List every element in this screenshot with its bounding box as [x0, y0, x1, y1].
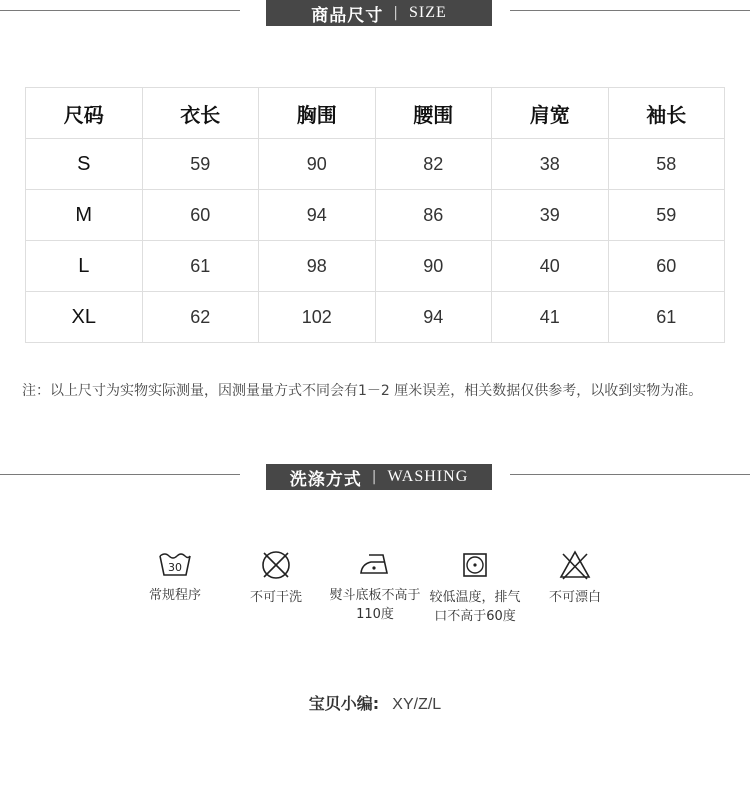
- wash-item-tumble-dry: [420, 548, 530, 626]
- table-cell: 90: [259, 139, 376, 190]
- table-row: [26, 190, 725, 241]
- header-waist: 腰围: [375, 88, 492, 139]
- table-row: [26, 292, 725, 343]
- wash-item-iron: [320, 548, 430, 624]
- table-cell: 94: [375, 292, 492, 343]
- table-cell: 59: [608, 190, 725, 241]
- size-title-box: [266, 0, 492, 26]
- wash-item-normal: [120, 548, 230, 605]
- wash-label-line1: 熨斗底板不高于: [329, 588, 421, 603]
- size-cell: M: [26, 190, 143, 241]
- table-cell: 61: [142, 241, 259, 292]
- table-header-row: [26, 88, 725, 139]
- header-chest: 胸围: [259, 88, 376, 139]
- table-cell: 61: [608, 292, 725, 343]
- wash-label-line1: 不可干洗: [249, 590, 302, 605]
- table-cell: 60: [142, 190, 259, 241]
- divider-line-left: [0, 10, 240, 11]
- table-row: [26, 241, 725, 292]
- editor-value: XY/Z/L: [392, 696, 442, 713]
- header-length: 衣长: [142, 88, 259, 139]
- wash-temp-text: 30: [168, 561, 182, 574]
- table-cell: 58: [608, 139, 725, 190]
- no-dry-clean-icon: [259, 548, 293, 582]
- table-row: [26, 139, 725, 190]
- table-cell: 41: [492, 292, 609, 343]
- wash-label-line2: 口不高于60度: [434, 609, 516, 624]
- table-cell: 59: [142, 139, 259, 190]
- table-cell: 86: [375, 190, 492, 241]
- divider-line-left: [0, 474, 240, 475]
- size-table: [25, 87, 725, 343]
- table-cell: 82: [375, 139, 492, 190]
- measurement-note: 注：以上尺寸为实物实际测量，因测量量方式不同会有1－2 厘米误差，相关数据仅供参考，以收到实物为准。: [22, 383, 703, 399]
- size-title-zh: 商品尺寸: [311, 5, 384, 26]
- wash-label-line1: 常规程序: [148, 588, 201, 603]
- washing-title-en: WASHING: [387, 468, 469, 485]
- table-cell: 40: [492, 241, 609, 292]
- no-bleach-icon: [557, 548, 593, 582]
- header-shoulder: 肩宽: [492, 88, 609, 139]
- washing-section-header: [0, 464, 750, 490]
- size-section-header: [0, 0, 750, 26]
- divider-line-right: [510, 474, 750, 475]
- header-size: 尺码: [26, 88, 143, 139]
- iron-low-icon: [357, 548, 393, 580]
- tumble-dry-low-icon: [458, 548, 492, 582]
- editor-info: [0, 691, 750, 714]
- title-separator: |: [371, 469, 378, 485]
- size-cell: XL: [26, 292, 143, 343]
- title-separator: |: [393, 5, 399, 21]
- wash-item-no-dry-clean: [221, 548, 331, 607]
- washing-title-box: [266, 464, 492, 490]
- wash-label-line2: 110度: [356, 607, 394, 622]
- table-cell: 102: [259, 292, 376, 343]
- table-cell: 38: [492, 139, 609, 190]
- wash-label-line1: 较低温度，排气: [429, 590, 521, 605]
- editor-label: 宝贝小编:: [308, 694, 380, 713]
- table-cell: 98: [259, 241, 376, 292]
- table-cell: 94: [259, 190, 376, 241]
- divider-line-right: [510, 10, 750, 11]
- wash-item-no-bleach: [520, 548, 630, 607]
- washing-title-zh: 洗涤方式: [289, 469, 362, 490]
- wash-label-line1: 不可漂白: [548, 590, 601, 605]
- table-cell: 90: [375, 241, 492, 292]
- table-cell: 60: [608, 241, 725, 292]
- table-cell: 39: [492, 190, 609, 241]
- table-cell: 62: [142, 292, 259, 343]
- size-cell: L: [26, 241, 143, 292]
- header-sleeve: 袖长: [608, 88, 725, 139]
- wash-30-icon: [157, 548, 193, 580]
- size-cell: S: [26, 139, 143, 190]
- size-title-en: SIZE: [408, 4, 447, 21]
